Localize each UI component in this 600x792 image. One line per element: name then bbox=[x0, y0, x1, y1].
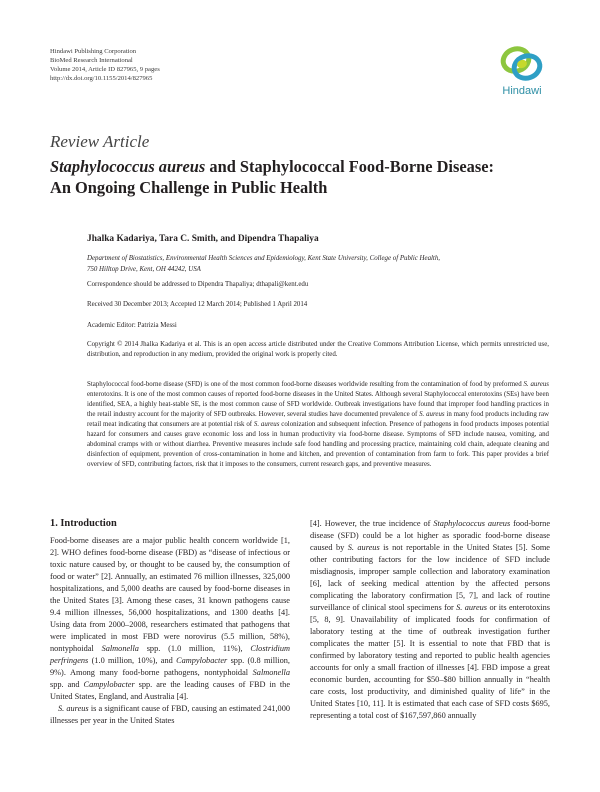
text-run: is a significant cause of FBD, causing an estimated 241,000 illnesses per year in the United States bbox=[50, 704, 291, 725]
text-run: or its enterotoxins [5, 8, 9]. Unavailability of implicated foods for confirmation of laboratory testing at the time of outbreak investigation further complicates the matter [5]. It is essential to note that FBD that is confirmed by laboratory testing and reported to public health agencies accounts for only a small fraction of illnesses [4]. FBD impose a great economic burden, accounting for $50–$80 billion annually in “health care costs, lost productivity, and diminished quality of life” in the United States [10, 11]. It is estimated that each case of SFD costs $695, representing a total cost of $167,597,860 annually bbox=[310, 603, 550, 720]
affiliation-line2: 750 Hilltop Drive, Kent, OH 44242, USA bbox=[87, 266, 201, 273]
text-run: spp. are the leading causes of FBD in the United States, England, and Australia [4]. bbox=[50, 680, 291, 701]
organism-name: Salmonella bbox=[252, 668, 290, 677]
author-list: Jhalka Kadariya, Tara C. Smith, and Dipendra Thapaliya bbox=[87, 234, 319, 244]
logo-text: Hindawi bbox=[502, 85, 542, 97]
organism-name: Campylobacter bbox=[83, 680, 135, 689]
intro-paragraph-1 bbox=[50, 535, 290, 703]
text-run: Food-borne diseases are a major public health concern worldwide [1, 2]. WHO defines food-borne disease (FBD) as “disease of infectious or toxic nature caused by, or thought to be caused by, the consumption of food or water” [2]. Annually, an estimated 76 million illnesses, 325,000 hospitalizations, and 5,000 deaths are caused by food-borne diseases in the United States [3]. Among these cases, 31 known pathogens cause 9.4 million illnesses, 56,000 hospitalizations, and 1300 deaths [4]. Using data from 2000–2008, researchers estimated that pathogens that were implicated in most FBD were norovirus (5.5 million, 58%), nontyphoidal bbox=[50, 536, 290, 653]
body-column-left bbox=[50, 535, 290, 727]
affiliation bbox=[87, 253, 547, 275]
title-line2: An Ongoing Challenge in Public Health bbox=[50, 178, 328, 197]
copyright-notice: Copyright © 2014 Jhalka Kadariya et al. This is an open access article distributed under the Creative Commons Attribution License, which permits unrestricted use, distribution, and reproduction in any medium, provided the original work is properly cited. bbox=[87, 341, 549, 358]
text-run: (1.0 million, 10%), and bbox=[88, 656, 177, 665]
abstract-text-1: Staphylococcal food-borne disease (SFD) is one of the most common food-borne diseases worldwide resulting from the contamination of food by preformed bbox=[87, 381, 524, 388]
organism-name: S. aureus bbox=[456, 603, 488, 612]
text-run: [4]. However, the true incidence of bbox=[310, 519, 434, 528]
title-organism: Staphylococcus aureus bbox=[50, 157, 206, 176]
abstract-organism-2: S. aureus bbox=[419, 411, 445, 418]
text-run: spp. (1.0 million, 11%), bbox=[138, 644, 251, 653]
organism-name: Salmonella bbox=[101, 644, 139, 653]
body-column-right bbox=[310, 518, 550, 722]
organism-name: Campylobacter bbox=[176, 656, 228, 665]
organism-name: S. aureus bbox=[347, 543, 380, 552]
intro-paragraph-continued bbox=[310, 518, 550, 722]
organism-name: Clostridium perfringens bbox=[50, 644, 290, 665]
doi-link[interactable]: http://dx.doi.org/10.1155/2014/827965 bbox=[50, 75, 153, 82]
abstract bbox=[87, 380, 549, 470]
text-run: spp. and bbox=[50, 680, 84, 689]
journal-name: BioMed Research International bbox=[50, 57, 133, 64]
abstract-text-3: in many food products including raw retail meat indicating that consumers are at potential risk of bbox=[87, 411, 549, 428]
publication-header bbox=[50, 47, 160, 83]
text-run: is not reportable in the United States [5]. Some other contributing factors for the low incidence of SFD include misdiagnosis, improper sample collection and laboratory examination [6], lack of seeking medical attention by the affected persons complicating the laboratory confirmation [5, 7], and lack of routine surveillance of clinical stool specimens for bbox=[310, 543, 550, 612]
title-line1-rest: and Staphylococcal Food-Borne Disease: bbox=[205, 157, 494, 176]
organism-name: Staphylococcus aureus bbox=[433, 519, 511, 528]
abstract-organism-1: S. aureus bbox=[523, 381, 549, 388]
volume-info: Volume 2014, Article ID 827965, 9 pages bbox=[50, 66, 160, 73]
text-run: food-borne disease (SFD) could be a lot higher as sporadic food-borne disease caused by bbox=[310, 519, 551, 552]
hindawi-logo-icon bbox=[500, 44, 544, 84]
abstract-text-2: enterotoxins. It is one of the most common causes of reported food-borne diseases in the United States. Although several Staphylococcal enterotoxins (SEs) have been identified, SEA, a highly heat-stable SE, is the most common cause of SFD worldwide. Outbreak investigations have found that improper food handling practices in the retail industry account for the majority of SFD outbreaks. However, several studies have documented prevalence of bbox=[87, 391, 549, 418]
article-title bbox=[50, 156, 560, 198]
publication-dates: Received 30 December 2013; Accepted 12 March 2014; Published 1 April 2014 bbox=[87, 301, 308, 308]
text-run: spp. (0.8 million, 9%). Among many food-borne pathogens, nontyphoidal bbox=[50, 656, 290, 677]
hindawi-logo[interactable] bbox=[492, 44, 552, 108]
correspondence: Correspondence should be addressed to Dipendra Thapaliya; dthapali@kent.edu bbox=[87, 281, 309, 288]
intro-paragraph-2 bbox=[50, 703, 290, 727]
abstract-text-4: colonization and subsequent infection. Presence of pathogens in food products imposes potential hazard for consumers and causes grave economic loss and loss in human productivity via food-borne disease. Symptoms of SFD include nausea, vomiting, and abdominal cramps with or without diarrhea. Preventive measures include safe food handling and processing practice, maintaining cold chain, adequate cleaning and disinfection of equipment, prevention of cross-contamination in home and kitchen, and prevention of contamination from farm to fork. This paper provides a brief overview of SFD, contributing factors, risk that it imposes to the consumers, current research gaps, and preventive measures. bbox=[87, 421, 549, 468]
publisher-name: Hindawi Publishing Corporation bbox=[50, 48, 137, 55]
abstract-organism-3: S. aureus bbox=[253, 421, 280, 428]
affiliation-line1: Department of Biostatistics, Environmental Health Sciences and Epidemiology, Kent State University, College of Public Health, bbox=[87, 255, 441, 262]
article-type: Review Article bbox=[50, 132, 150, 151]
section-heading-introduction: 1. Introduction bbox=[50, 518, 117, 529]
organism-name: S. aureus bbox=[58, 704, 89, 713]
academic-editor: Academic Editor: Patrizia Messi bbox=[87, 322, 177, 329]
